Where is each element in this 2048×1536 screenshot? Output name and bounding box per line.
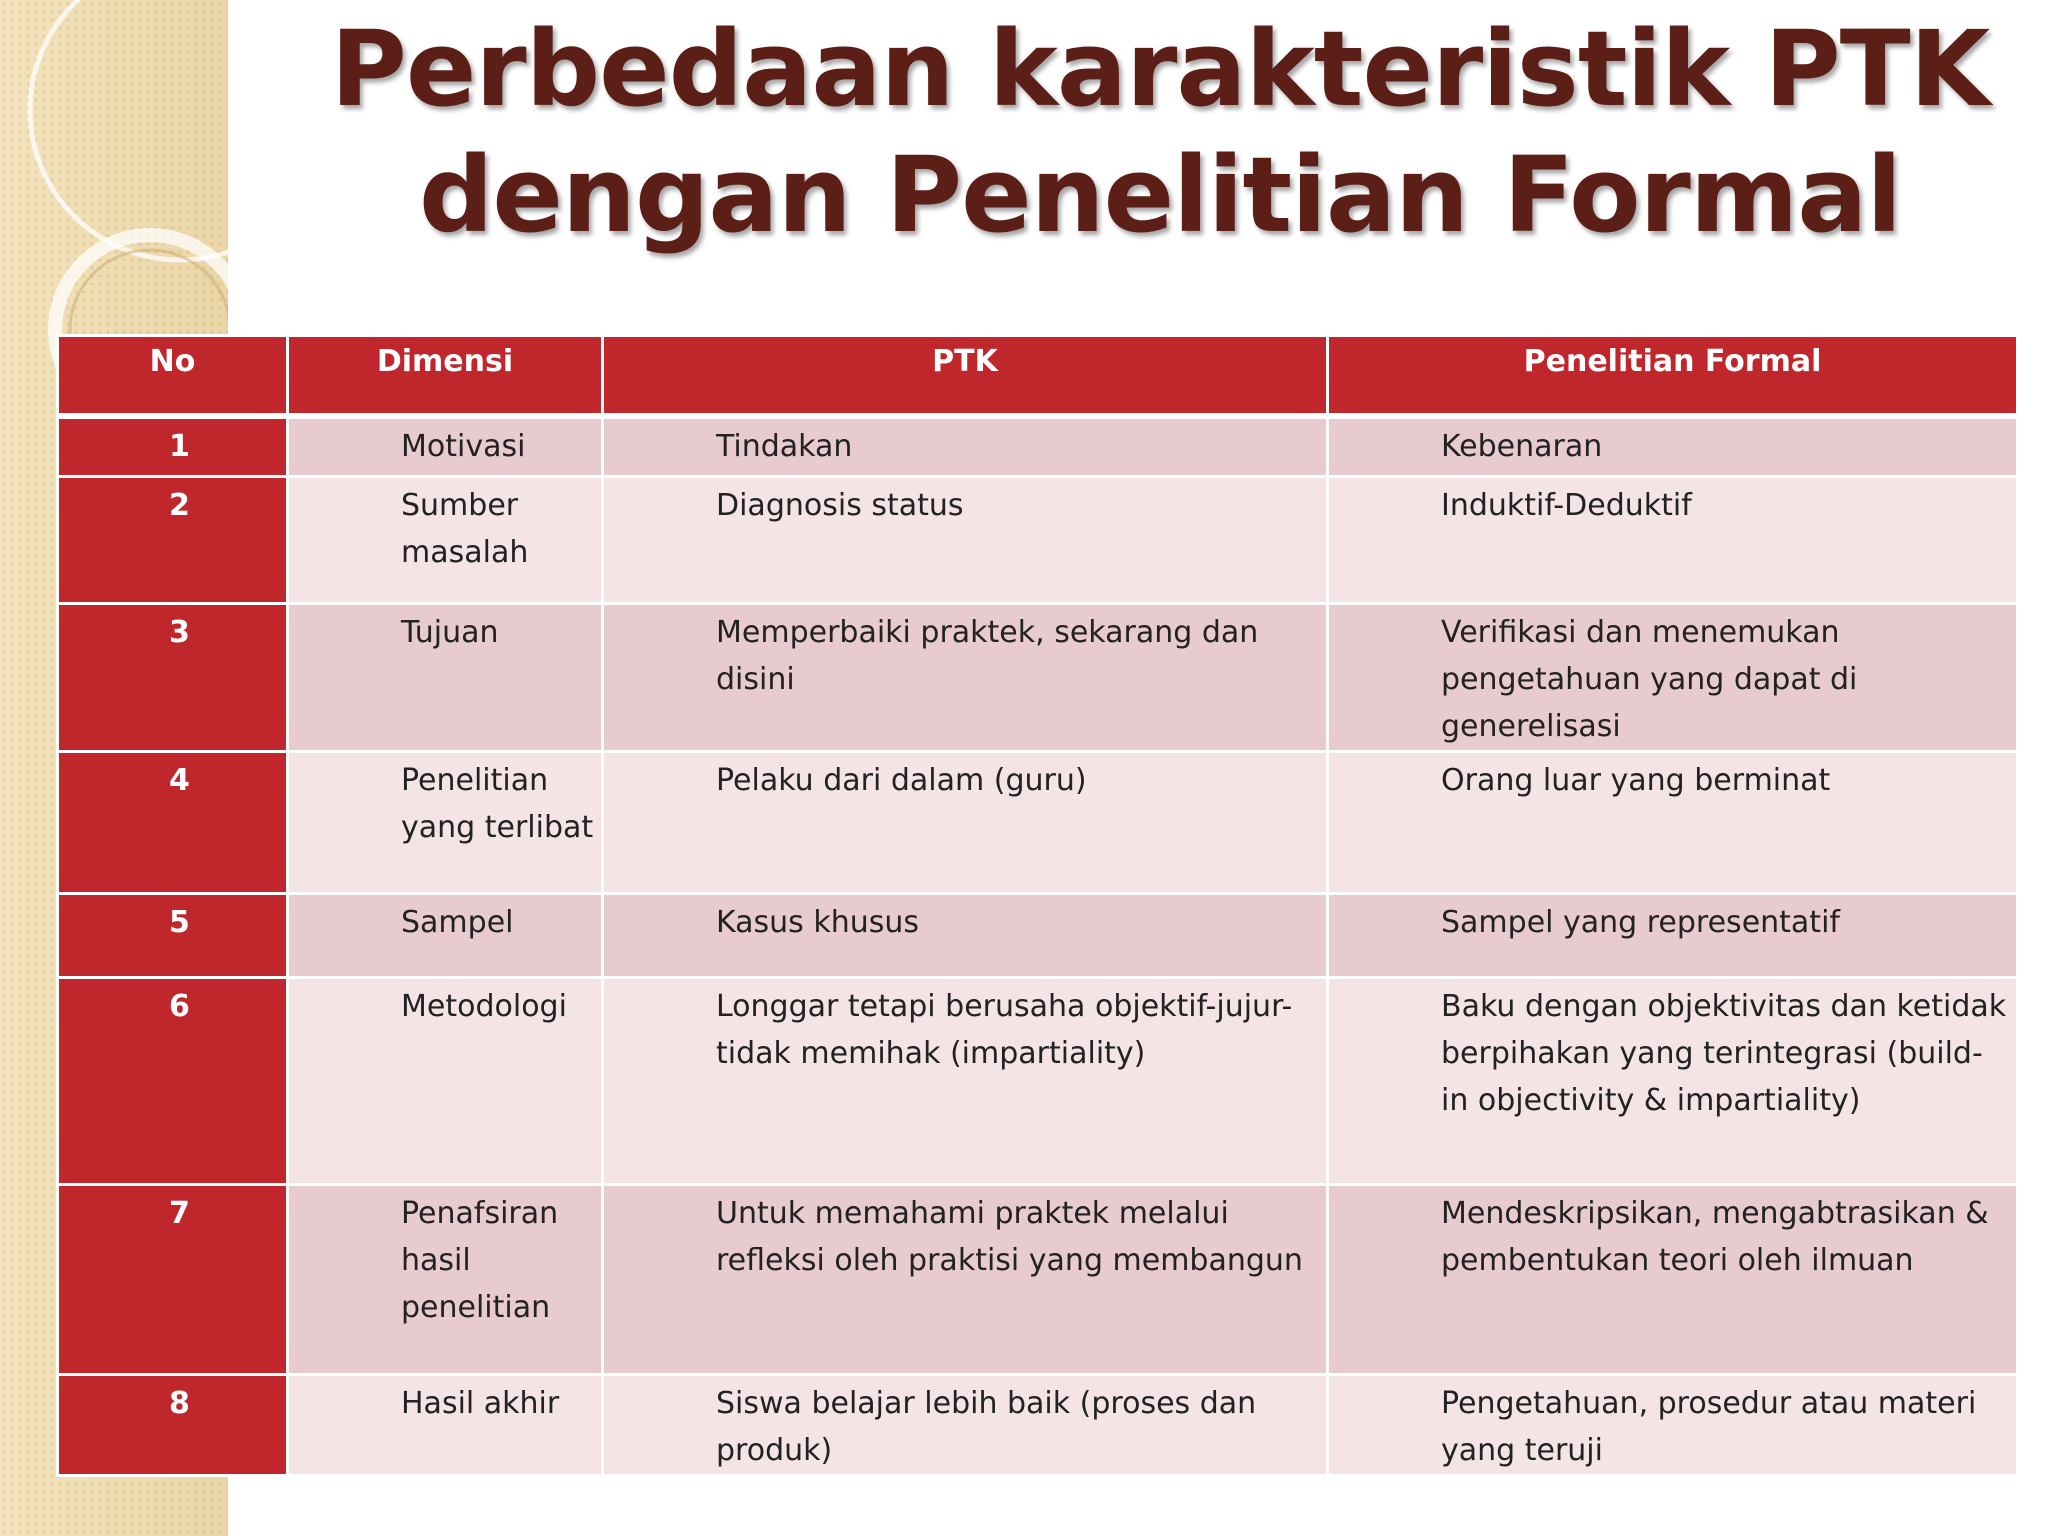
- cell-dimensi: Sumber masalah: [288, 476, 603, 603]
- row-number: 7: [58, 1184, 288, 1374]
- table-row: [58, 977, 2018, 1184]
- row-number: 3: [58, 603, 288, 751]
- cell-penelitian-formal: Baku dengan objektivitas dan ketidak berpihakan yang terintegrasi (build-in objectivity & impartiality): [1328, 977, 2018, 1184]
- cell-ptk: Memperbaiki praktek, sekarang dan disini: [603, 603, 1328, 751]
- table-row: [58, 603, 2018, 751]
- header-no: No: [58, 336, 288, 417]
- cell-penelitian-formal: Sampel yang representatif: [1328, 893, 2018, 977]
- table-row: [58, 416, 2018, 476]
- cell-dimensi: Tujuan: [288, 603, 603, 751]
- cell-ptk: Diagnosis status: [603, 476, 1328, 603]
- table-row: [58, 893, 2018, 977]
- cell-dimensi: Metodologi: [288, 977, 603, 1184]
- table-row: [58, 1184, 2018, 1374]
- cell-ptk: Untuk memahami praktek melalui refleksi oleh praktisi yang membangun: [603, 1184, 1328, 1374]
- table-row: [58, 1374, 2018, 1475]
- cell-dimensi: Penelitian yang terlibat: [288, 751, 603, 893]
- cell-penelitian-formal: Mendeskripsikan, mengabtrasikan & pembentukan teori oleh ilmuan: [1328, 1184, 2018, 1374]
- cell-dimensi: Penafsiran hasil penelitian: [288, 1184, 603, 1374]
- cell-ptk: Pelaku dari dalam (guru): [603, 751, 1328, 893]
- cell-ptk: Siswa belajar lebih baik (proses dan produk): [603, 1374, 1328, 1475]
- cell-dimensi: Hasil akhir: [288, 1374, 603, 1475]
- title-line-1: Perbedaan karakteristik PTK: [330, 8, 1990, 130]
- cell-dimensi: Motivasi: [288, 416, 603, 476]
- row-number: 2: [58, 476, 288, 603]
- table-row: [58, 751, 2018, 893]
- header-dimensi: Dimensi: [288, 336, 603, 417]
- cell-penelitian-formal: Orang luar yang berminat: [1328, 751, 2018, 893]
- row-number: 8: [58, 1374, 288, 1475]
- cell-penelitian-formal: Kebenaran: [1328, 416, 2018, 476]
- comparison-table: [56, 334, 2019, 1477]
- cell-penelitian-formal: Induktif-Deduktif: [1328, 476, 2018, 603]
- cell-ptk: Longgar tetapi berusaha objektif-jujur-tidak memihak (impartiality): [603, 977, 1328, 1184]
- table-header-row: [58, 336, 2018, 417]
- row-number: 5: [58, 893, 288, 977]
- table-row: [58, 476, 2018, 603]
- row-number: 4: [58, 751, 288, 893]
- cell-penelitian-formal: Pengetahuan, prosedur atau materi yang teruji: [1328, 1374, 2018, 1475]
- row-number: 1: [58, 416, 288, 476]
- cell-ptk: Tindakan: [603, 416, 1328, 476]
- cell-dimensi: Sampel: [288, 893, 603, 977]
- title-line-2: dengan Penelitian Formal: [418, 134, 1902, 256]
- slide-title: [300, 6, 2020, 258]
- header-ptk: PTK: [603, 336, 1328, 417]
- row-number: 6: [58, 977, 288, 1184]
- header-penelitian-formal: Penelitian Formal: [1328, 336, 2018, 417]
- cell-ptk: Kasus khusus: [603, 893, 1328, 977]
- cell-penelitian-formal: Verifikasi dan menemukan pengetahuan yang dapat di generelisasi: [1328, 603, 2018, 751]
